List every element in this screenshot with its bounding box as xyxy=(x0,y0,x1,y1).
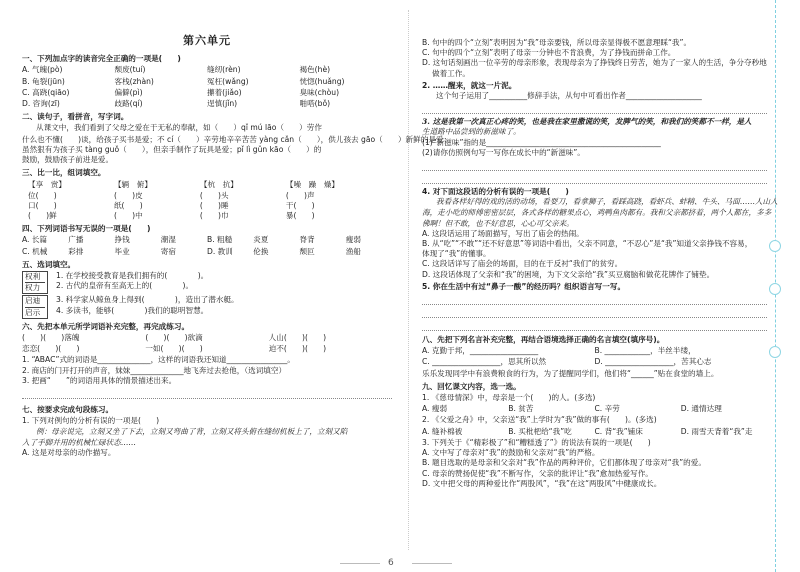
section-2-text xyxy=(22,123,452,165)
option-item: 寄宿 xyxy=(160,246,176,256)
question-line: 1. “ABAC”式的词语是______________，这样的词语我还知道________________。 xyxy=(22,355,295,365)
option-item: C. 高跷(qiāo) xyxy=(22,87,70,97)
option-item: B. 龟裂(jūn) xyxy=(22,76,65,86)
question-line: 1. 在学校接受教育是我们拥有的( )。 xyxy=(56,271,209,281)
question-options xyxy=(422,427,767,437)
question-line: 4. 多读书，能够( )我们的聪明智慧。 xyxy=(56,305,209,315)
quote-item: B. ____________，半丝半缕， xyxy=(594,346,696,356)
table-cell: 【杭 抗】 xyxy=(199,180,238,190)
option-item: 瘦弱 xyxy=(345,235,361,245)
word-choice-group xyxy=(22,271,392,294)
answer-line xyxy=(422,295,767,305)
phrase-row xyxy=(22,344,392,354)
table-cell: 干( ) xyxy=(285,200,315,210)
section-8-quotes xyxy=(422,346,767,367)
word-box xyxy=(22,295,48,318)
section-2-heading: 二、读句子，看拼音，写字词。 xyxy=(22,112,129,122)
question-line: (1)“新滋味”指的是______________________________________________ xyxy=(422,137,661,147)
page-title: 第六单元 xyxy=(183,34,231,47)
footer-rule xyxy=(340,563,380,564)
question-options xyxy=(422,404,767,414)
example-sentence: 例：母亲说完，立刻又坐了下去，立刻又弯曲了背，立刻又将头俯在缝纫机板上了，立刻又陷 xyxy=(36,426,348,436)
word-option: 启迪 xyxy=(25,296,41,306)
question-heading: 4. 对下面这段话的分析有误的一项是( ) xyxy=(422,187,569,197)
reading-passage xyxy=(422,197,778,229)
option-item: 冤枉(wǎng) xyxy=(207,76,249,86)
quote-row xyxy=(422,357,767,367)
option-item: 挣钱 xyxy=(114,235,130,245)
right-column xyxy=(422,38,778,489)
option-item: 颓叵 xyxy=(299,246,315,256)
section-3-heading: 三、比一比，组词填空。 xyxy=(22,168,106,178)
question-heading: 生道路中品尝到的新滋味了。 xyxy=(422,127,521,137)
text-line: 从课文中，我们看到了父母之爱在于无私的奉献，如（ ）qǐ mú lāo（ ）劳作 xyxy=(36,123,322,133)
question-line: 乐乐发现同学中有浪费粮食的行为，为了提醒同学们，他们将“______”贴在食堂的墙上。 xyxy=(422,368,719,378)
phrase-item: 人山( )( ) xyxy=(268,333,327,343)
answer-line xyxy=(22,389,392,399)
option-item: 渔船 xyxy=(345,246,361,256)
question-line: (2)请你仿照例句写一写你在成长中的“新滋味”。 xyxy=(422,147,585,157)
option-line: C. 句中的四个“立刻”表明了母亲一分钟也不肯浪费，为了挣钱而拼命工作。 xyxy=(422,48,676,58)
word-option: 权力 xyxy=(25,283,41,293)
section-1-heading: 一、下列加点字的读音完全正确的一项是( ) xyxy=(22,54,181,64)
question-line: 2. 古代的皇帝有至高无上的( )。 xyxy=(56,281,194,291)
answer-line xyxy=(422,161,767,171)
footer-rule xyxy=(412,563,452,564)
answer-line xyxy=(422,321,767,331)
option-row xyxy=(22,77,392,87)
quote-item: A. 克勤于邦，__________________ xyxy=(422,346,539,356)
option-row xyxy=(22,235,392,245)
option-item: 歧路(qí) xyxy=(114,99,143,109)
text-line: 虽然狠有为孩子买 tàng guǒ（ ），但亲手制作了玩具是爱；pǐ lì gǔn kāo（ ）的 xyxy=(22,144,322,154)
option-item: B. 贫苦 xyxy=(508,404,534,414)
table-cell: ( )头 xyxy=(199,190,229,200)
table-cell: ( )睡 xyxy=(199,200,229,210)
option-item: 攥着(jiǎo) xyxy=(207,87,242,97)
section-8-heading: 八、先把下列名言补充完整，再结合语境选择正确的名言填空(填序号)。 xyxy=(422,335,665,345)
binding-ring xyxy=(769,346,781,358)
example-sentence: 入了手脚并用的机械忙碌状态…… xyxy=(22,437,136,447)
option-row xyxy=(22,247,392,257)
section-4-heading: 四、下列词语书写无误的一项是( ) xyxy=(22,224,151,234)
option-item: 颓废(tuí) xyxy=(114,65,146,75)
option-item: C. 辛劳 xyxy=(594,404,620,414)
option-item: 彩排 xyxy=(68,246,84,256)
option-line: D. 这句话刻画出一位辛劳的母亲形象，表现母亲为了挣钱终日劳苦，她为了一家人的生活，争分夺秒地 xyxy=(422,58,767,68)
option-item: 偏僻(pì) xyxy=(114,87,143,97)
option-item: 缝纫(rèn) xyxy=(207,65,241,75)
section-6-phrases xyxy=(22,333,392,354)
answer-line xyxy=(422,174,767,184)
passage-line: 我看各样好得的戏的活的动场，看耍刀，看拿狮子，看踩高跷，看虾兵、蚌精、牛头、马面……人山人 xyxy=(436,197,778,207)
option-item: D. 雨雪天背着“我”走 xyxy=(680,426,753,436)
word-questions xyxy=(56,271,208,294)
option-item: D. 咨询(zī) xyxy=(22,99,60,109)
option-line: B. 题目选取的是母亲和父亲对“我”作品的两种评价，它们都体现了母亲对“我”的爱。 xyxy=(422,458,706,468)
binding-ring xyxy=(769,240,781,252)
table-cell: 位( ) xyxy=(28,190,57,200)
word-questions xyxy=(56,295,239,318)
option-item: 恍惚(huǎng) xyxy=(299,76,345,86)
section-9-heading: 九、回忆课文内容，选一选。 xyxy=(422,381,521,391)
word-option: 启示 xyxy=(25,307,41,317)
option-item: 啪嗒(bǒ) xyxy=(299,99,331,109)
option-item: C. 背“我”铺床 xyxy=(594,426,643,436)
option-line: D. 这段话体现了父亲和“我”的困境，为下文父亲给“我”买豆腐脑和做花花牌作了铺垫。 xyxy=(422,269,715,279)
option-line: A. 这是对母亲的动作描写。 xyxy=(22,447,116,457)
word-choice-group xyxy=(22,295,392,318)
table-cell: 口( ) xyxy=(28,200,57,210)
question-options xyxy=(422,448,767,489)
table-cell: 纸( ) xyxy=(113,200,143,210)
question-heading: 5. 你在生活中有过“鼻子一酸”的经历吗？组织语言写一写。 xyxy=(422,281,626,291)
option-line: A. 这段话运用了场面描写，写出了庙会的热闹。 xyxy=(422,228,584,238)
question-line: 这个句子运用了__________修辞手法，从句中可看出作者____________________ xyxy=(436,91,702,101)
phrase-item: 一如( )( ) xyxy=(145,344,203,354)
phrase-item: ( )( )欲滴 xyxy=(145,333,203,343)
option-line: D. 文中把父母的两种爱比作“两股风”，“我”在这“两股风”中健康成长。 xyxy=(422,478,662,488)
section-4-options xyxy=(22,235,392,256)
option-line: C. 母亲的赞扬促使“我”不断写作，父亲的批评让“我”愈加热爱写作。 xyxy=(422,468,653,478)
quote-row xyxy=(422,346,767,356)
option-item: 炎夏 xyxy=(253,235,269,245)
word-box xyxy=(22,271,48,294)
phrase-row xyxy=(22,333,392,343)
table-cell: ( )鲜 xyxy=(28,211,57,221)
option-item: C. 机械 xyxy=(22,246,48,256)
table-row xyxy=(22,211,392,221)
text-line: 什么也不懂( )谈，给孩子买书是爱；不 cí（ ）辛劳地辛辛苦苦 yàng cǎn（ ），供儿孩去 gāo（ ）新鲜的是爱； xyxy=(22,134,452,144)
text-line: 鼓励，鼓励孩子前进是爱。 xyxy=(22,155,114,165)
section-1-options xyxy=(22,65,392,109)
word-option: 权利 xyxy=(25,272,41,282)
question-line: 2. 商店的门开打开的声音，妹妹______________地飞奔过去抢他，（选词填空） xyxy=(22,365,287,375)
question-line: 1. 下列对例句的分析有误的一项是( ) xyxy=(22,416,160,426)
column-divider xyxy=(408,10,409,550)
option-item: 客栈(zhàn) xyxy=(114,76,154,86)
section-5-items xyxy=(22,271,392,319)
phrase-item: 迫不( )( ) xyxy=(268,344,327,354)
question-4-options xyxy=(422,229,767,280)
question-line: 3. 把画“ ”的词语用具体的情景描述出来。 xyxy=(22,375,177,385)
question-line: 1. 《慈母情深》中，母亲是一个( )的人。(多选) xyxy=(422,393,596,403)
option-line: B. 句中的四个“立刻”表明因为“我”母亲要钱，所以母亲显得极不愿意理睬“我”。 xyxy=(422,38,692,47)
option-item: A. 瘦弱 xyxy=(422,404,448,414)
table-cell: ( )巾 xyxy=(199,211,229,221)
option-item: B. 买枇杷给“我”吃 xyxy=(508,426,572,436)
option-line: C. 这段话详写了庙会的场面，目的在于反衬“我们”的贫穷。 xyxy=(422,259,623,269)
option-item: D. 教训 xyxy=(207,246,233,256)
option-line: 做着工作。 xyxy=(432,68,470,78)
option-item: 潮湿 xyxy=(160,235,176,245)
page-number: 6 xyxy=(388,558,394,568)
passage-line: 佛啊！但不敢，也不好意思，心心可父亲来。 xyxy=(422,218,574,228)
table-cell: 【辆 俯】 xyxy=(113,180,152,190)
option-item: A. 气魄(pò) xyxy=(22,65,63,75)
table-cell: 【噪 躁 燥】 xyxy=(285,180,340,190)
question-heading: 2. ……醒来，就这一片泥。 xyxy=(422,80,517,90)
table-cell: 暴( ) xyxy=(285,211,315,221)
option-row xyxy=(22,99,392,109)
option-line: A. 文中写了母亲对“我”的鼓励和父亲对“我”的严格。 xyxy=(422,448,600,458)
question-line: 2. 《父爱之舟》中，父亲送“我”上学时为“我”做的事有( )。(多选) xyxy=(422,415,657,425)
phrase-item: ( )( )落魄 xyxy=(22,333,80,343)
option-item: A. 缝补棉被 xyxy=(422,426,463,436)
option-line: B. 从“吃”“不敢”“还不好意思”等词语中看出，父亲不同意，“不忍心”是“我”知道父亲挣钱不容易， xyxy=(422,239,753,249)
table-cell: ( )皮 xyxy=(113,190,143,200)
table-cell: ( )声 xyxy=(285,190,315,200)
answer-line xyxy=(422,104,767,114)
table-cell: ( )中 xyxy=(113,211,143,221)
option-item: 伦换 xyxy=(253,246,269,256)
section-6-heading: 六、先把本单元所学词语补充完整，再完成练习。 xyxy=(22,321,190,331)
option-item: 毕业 xyxy=(114,246,130,256)
option-row xyxy=(22,88,392,98)
option-item: 褐色(hè) xyxy=(299,65,331,75)
passage-line: 海，走小吃的师傅密密层层，各式各样的糖果点心，鸡鸭鱼肉都有。我和父亲都挤着，两个人都在，多多 xyxy=(422,208,772,218)
quote-item: D. __________________，苦其心志 xyxy=(594,357,712,367)
section-7-heading: 七、按要求完成句段练习。 xyxy=(22,405,114,415)
answer-line xyxy=(422,308,767,318)
question-heading: 3. 这是我第一次真正心疼的笑，也是我在家里撒谎的笑，发脾气的笑，和我们的笑都不一样，是人 xyxy=(422,117,752,127)
option-item: 广播 xyxy=(68,235,84,245)
option-item: A. 长篇 xyxy=(22,235,48,245)
option-item: D. 通情达理 xyxy=(680,404,722,414)
table-row xyxy=(22,191,392,201)
option-item: 臭味(chòu) xyxy=(299,87,340,97)
quote-item: C. __________________，思其所以然 xyxy=(422,357,547,367)
table-cell: 【享 赏】 xyxy=(28,180,66,190)
table-row xyxy=(22,201,392,211)
option-item: 逞慎(jǐn) xyxy=(207,99,238,109)
question-line: 3. 科学家从鲸鱼身上得到( )，造出了潜水艇。 xyxy=(56,295,239,305)
binding-ring xyxy=(769,283,781,295)
option-line: 体现了“我”的懂事。 xyxy=(422,249,491,259)
option-item: B. 粗糙 xyxy=(207,235,233,245)
table-row xyxy=(22,180,392,190)
phrase-item: 恋恋( )( ) xyxy=(22,344,80,354)
word-compare-table xyxy=(22,180,392,221)
question-line: 3. 下列关于《“精彩极了”和“糟糕透了”》的说法有误的一项是( ) xyxy=(422,437,651,447)
option-item: 脊背 xyxy=(299,235,315,245)
option-row xyxy=(22,65,392,75)
section-5-heading: 五、选词填空。 xyxy=(22,259,76,269)
